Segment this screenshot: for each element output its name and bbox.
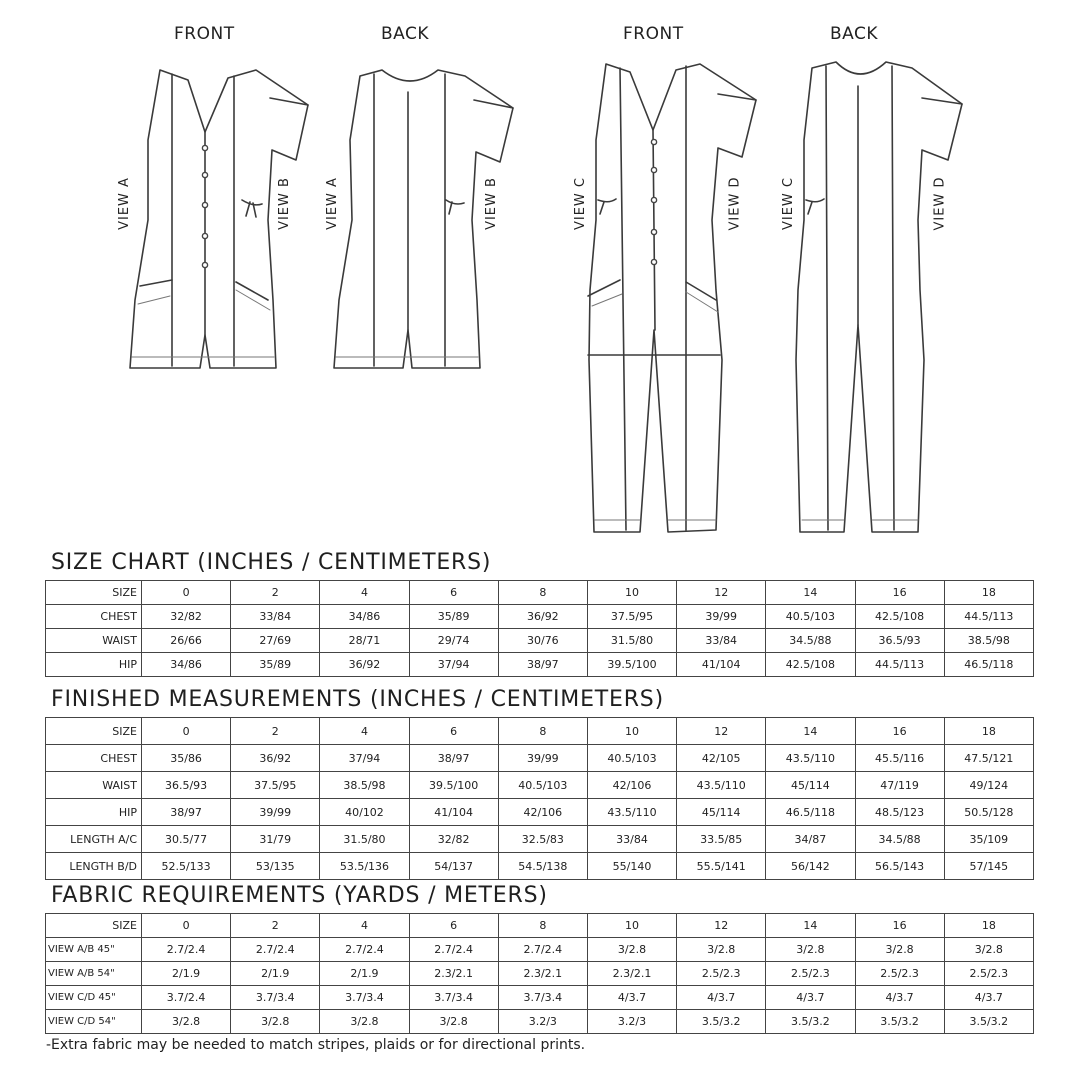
table-cell: 47.5/121 [944, 745, 1033, 772]
size-col: 2 [231, 718, 320, 745]
table-cell: 37/94 [320, 745, 409, 772]
row-label: LENGTH B/D [46, 853, 142, 880]
table-cell: 33.5/85 [677, 826, 766, 853]
table-cell: 4/3.7 [855, 986, 944, 1010]
table-cell: 45.5/116 [855, 745, 944, 772]
table-cell: 33/84 [587, 826, 676, 853]
table-cell: 42/106 [587, 772, 676, 799]
table-cell: 39/99 [498, 745, 587, 772]
table-cell: 2.7/2.4 [320, 938, 409, 962]
table-cell: 3.2/3 [498, 1010, 587, 1034]
table-cell: 32.5/83 [498, 826, 587, 853]
table-cell: 38/97 [409, 745, 498, 772]
size-col: 12 [677, 718, 766, 745]
table-cell: 32/82 [142, 605, 231, 629]
table-cell: 35/89 [409, 605, 498, 629]
table-row [46, 853, 1034, 880]
table-cell: 45/114 [766, 772, 855, 799]
fabric-requirements-table [45, 913, 1034, 1034]
table-cell: 27/69 [231, 629, 320, 653]
table-cell: 30/76 [498, 629, 587, 653]
table-cell: 42/106 [498, 799, 587, 826]
table-cell: 34.5/88 [855, 826, 944, 853]
table-cell: 34.5/88 [766, 629, 855, 653]
row-label: VIEW A/B 54" [46, 962, 142, 986]
size-col: 8 [498, 581, 587, 605]
size-header-label: SIZE [46, 914, 142, 938]
table-cell: 3/2.8 [320, 1010, 409, 1034]
size-col: 14 [766, 914, 855, 938]
table-cell: 39/99 [231, 799, 320, 826]
row-label: HIP [46, 799, 142, 826]
label-view-b-front: VIEW B [276, 177, 292, 230]
size-col: 8 [498, 718, 587, 745]
size-col: 4 [320, 581, 409, 605]
row-label: HIP [46, 653, 142, 677]
table-cell: 2.5/2.3 [855, 962, 944, 986]
table-cell: 3/2.8 [766, 938, 855, 962]
table-cell: 33/84 [231, 605, 320, 629]
table-cell: 36.5/93 [142, 772, 231, 799]
row-label: LENGTH A/C [46, 826, 142, 853]
table-row [46, 1010, 1034, 1034]
table-cell: 3/2.8 [231, 1010, 320, 1034]
size-col: 18 [944, 914, 1033, 938]
table-row [46, 772, 1034, 799]
table-cell: 53.5/136 [320, 853, 409, 880]
title-front-short: FRONT [174, 24, 235, 44]
table-cell: 44.5/113 [944, 605, 1033, 629]
table-row [46, 799, 1034, 826]
finished-measurements-table [45, 717, 1034, 880]
label-view-c-front: VIEW C [573, 176, 589, 231]
table-cell: 49/124 [944, 772, 1033, 799]
table-cell: 34/86 [320, 605, 409, 629]
table-cell: 2.7/2.4 [142, 938, 231, 962]
table-cell: 3/2.8 [409, 1010, 498, 1034]
row-label: WAIST [46, 629, 142, 653]
size-col: 4 [320, 718, 409, 745]
table-row [46, 962, 1034, 986]
table-cell: 29/74 [409, 629, 498, 653]
table-cell: 34/86 [142, 653, 231, 677]
table-row [46, 605, 1034, 629]
table-cell: 46.5/118 [944, 653, 1033, 677]
fabric-requirements-title: FABRIC REQUIREMENTS (YARDS / METERS) [51, 883, 548, 908]
table-cell: 55.5/141 [677, 853, 766, 880]
table-cell: 4/3.7 [766, 986, 855, 1010]
row-label: VIEW A/B 45" [46, 938, 142, 962]
table-cell: 36/92 [320, 653, 409, 677]
row-label: VIEW C/D 54" [46, 1010, 142, 1034]
table-cell: 2.7/2.4 [231, 938, 320, 962]
table-cell: 40.5/103 [766, 605, 855, 629]
label-view-d-back: VIEW D [932, 176, 948, 231]
table-cell: 3.2/3 [587, 1010, 676, 1034]
label-view-a-back: VIEW A [324, 177, 340, 230]
table-cell: 40.5/103 [587, 745, 676, 772]
table-cell: 3.5/3.2 [766, 1010, 855, 1034]
table-cell: 2/1.9 [142, 962, 231, 986]
table-cell: 37.5/95 [231, 772, 320, 799]
table-cell: 2.7/2.4 [498, 938, 587, 962]
table-cell: 54/137 [409, 853, 498, 880]
table-cell: 40.5/103 [498, 772, 587, 799]
table-cell: 40/102 [320, 799, 409, 826]
size-col: 0 [142, 914, 231, 938]
table-cell: 57/145 [944, 853, 1033, 880]
table-cell: 50.5/128 [944, 799, 1033, 826]
size-col: 18 [944, 581, 1033, 605]
table-cell: 36.5/93 [855, 629, 944, 653]
table-row [46, 986, 1034, 1010]
size-col: 12 [677, 581, 766, 605]
size-col: 14 [766, 718, 855, 745]
table-cell: 31.5/80 [320, 826, 409, 853]
size-col: 4 [320, 914, 409, 938]
table-cell: 2.3/2.1 [409, 962, 498, 986]
size-col: 10 [587, 914, 676, 938]
table-cell: 34/87 [766, 826, 855, 853]
title-front-long: FRONT [623, 24, 684, 44]
size-col: 16 [855, 581, 944, 605]
table-cell: 38.5/98 [944, 629, 1033, 653]
row-label: VIEW C/D 45" [46, 986, 142, 1010]
table-cell: 4/3.7 [944, 986, 1033, 1010]
table-cell: 3.5/3.2 [855, 1010, 944, 1034]
size-col: 6 [409, 581, 498, 605]
table-cell: 2.5/2.3 [766, 962, 855, 986]
table-cell: 3/2.8 [677, 938, 766, 962]
size-col: 2 [231, 581, 320, 605]
table-header-row [46, 581, 1034, 605]
table-cell: 33/84 [677, 629, 766, 653]
table-cell: 36/92 [231, 745, 320, 772]
table-cell: 37.5/95 [587, 605, 676, 629]
table-cell: 4/3.7 [677, 986, 766, 1010]
table-cell: 42/105 [677, 745, 766, 772]
size-header-label: SIZE [46, 718, 142, 745]
table-cell: 31.5/80 [587, 629, 676, 653]
table-cell: 53/135 [231, 853, 320, 880]
table-cell: 2/1.9 [231, 962, 320, 986]
size-col: 6 [409, 914, 498, 938]
table-cell: 3.7/3.4 [409, 986, 498, 1010]
table-cell: 2.3/2.1 [587, 962, 676, 986]
table-cell: 41/104 [677, 653, 766, 677]
size-col: 14 [766, 581, 855, 605]
table-cell: 48.5/123 [855, 799, 944, 826]
row-label: CHEST [46, 605, 142, 629]
table-cell: 35/86 [142, 745, 231, 772]
table-header-row [46, 914, 1034, 938]
table-row [46, 938, 1034, 962]
table-cell: 2.7/2.4 [409, 938, 498, 962]
size-col: 0 [142, 718, 231, 745]
table-cell: 3/2.8 [142, 1010, 231, 1034]
table-cell: 36/92 [498, 605, 587, 629]
table-cell: 47/119 [855, 772, 944, 799]
table-row [46, 629, 1034, 653]
finished-measurements-title: FINISHED MEASUREMENTS (INCHES / CENTIMETERS) [51, 687, 664, 712]
table-cell: 38/97 [498, 653, 587, 677]
table-cell: 45/114 [677, 799, 766, 826]
table-cell: 42.5/108 [766, 653, 855, 677]
table-cell: 30.5/77 [142, 826, 231, 853]
table-cell: 2.5/2.3 [677, 962, 766, 986]
table-cell: 39.5/100 [409, 772, 498, 799]
table-cell: 3.7/3.4 [320, 986, 409, 1010]
table-cell: 43.5/110 [587, 799, 676, 826]
size-chart-table [45, 580, 1034, 677]
table-cell: 3.7/3.4 [231, 986, 320, 1010]
size-col: 10 [587, 718, 676, 745]
table-row [46, 826, 1034, 853]
table-cell: 4/3.7 [587, 986, 676, 1010]
table-cell: 43.5/110 [766, 745, 855, 772]
jumpsuit-back-drawing [796, 62, 962, 532]
table-cell: 46.5/118 [766, 799, 855, 826]
table-cell: 44.5/113 [855, 653, 944, 677]
table-cell: 41/104 [409, 799, 498, 826]
table-cell: 2.3/2.1 [498, 962, 587, 986]
table-cell: 54.5/138 [498, 853, 587, 880]
size-col: 18 [944, 718, 1033, 745]
title-back-long: BACK [830, 24, 879, 44]
jumpsuit-front-drawing [588, 64, 756, 532]
table-cell: 2/1.9 [320, 962, 409, 986]
table-cell: 39/99 [677, 605, 766, 629]
table-cell: 43.5/110 [677, 772, 766, 799]
table-cell: 32/82 [409, 826, 498, 853]
size-col: 16 [855, 718, 944, 745]
table-row [46, 745, 1034, 772]
row-label: WAIST [46, 772, 142, 799]
size-chart-title: SIZE CHART (INCHES / CENTIMETERS) [51, 550, 492, 575]
size-col: 8 [498, 914, 587, 938]
table-cell: 56/142 [766, 853, 855, 880]
table-row [46, 653, 1034, 677]
table-cell: 3/2.8 [944, 938, 1033, 962]
table-cell: 38.5/98 [320, 772, 409, 799]
table-cell: 3.7/3.4 [498, 986, 587, 1010]
table-cell: 35/109 [944, 826, 1033, 853]
label-view-c-back: VIEW C [781, 176, 797, 231]
footnote: -Extra fabric may be needed to match stripes, plaids or for directional prints. [46, 1037, 586, 1053]
table-cell: 52.5/133 [142, 853, 231, 880]
table-cell: 56.5/143 [855, 853, 944, 880]
table-cell: 3.7/2.4 [142, 986, 231, 1010]
table-header-row [46, 718, 1034, 745]
table-cell: 35/89 [231, 653, 320, 677]
size-col: 6 [409, 718, 498, 745]
size-col: 0 [142, 581, 231, 605]
label-view-b-back: VIEW B [483, 177, 499, 230]
table-cell: 28/71 [320, 629, 409, 653]
table-cell: 2.5/2.3 [944, 962, 1033, 986]
table-cell: 26/66 [142, 629, 231, 653]
table-cell: 3/2.8 [587, 938, 676, 962]
table-cell: 55/140 [587, 853, 676, 880]
size-col: 2 [231, 914, 320, 938]
row-label: CHEST [46, 745, 142, 772]
size-col: 16 [855, 914, 944, 938]
table-cell: 37/94 [409, 653, 498, 677]
size-col: 12 [677, 914, 766, 938]
title-back-short: BACK [381, 24, 430, 44]
table-cell: 31/79 [231, 826, 320, 853]
table-cell: 3.5/3.2 [677, 1010, 766, 1034]
table-cell: 3.5/3.2 [944, 1010, 1033, 1034]
label-view-a-front: VIEW A [116, 177, 132, 230]
table-cell: 3/2.8 [855, 938, 944, 962]
size-header-label: SIZE [46, 581, 142, 605]
table-cell: 42.5/108 [855, 605, 944, 629]
table-cell: 38/97 [142, 799, 231, 826]
size-col: 10 [587, 581, 676, 605]
table-cell: 39.5/100 [587, 653, 676, 677]
label-view-d-front: VIEW D [727, 176, 743, 231]
